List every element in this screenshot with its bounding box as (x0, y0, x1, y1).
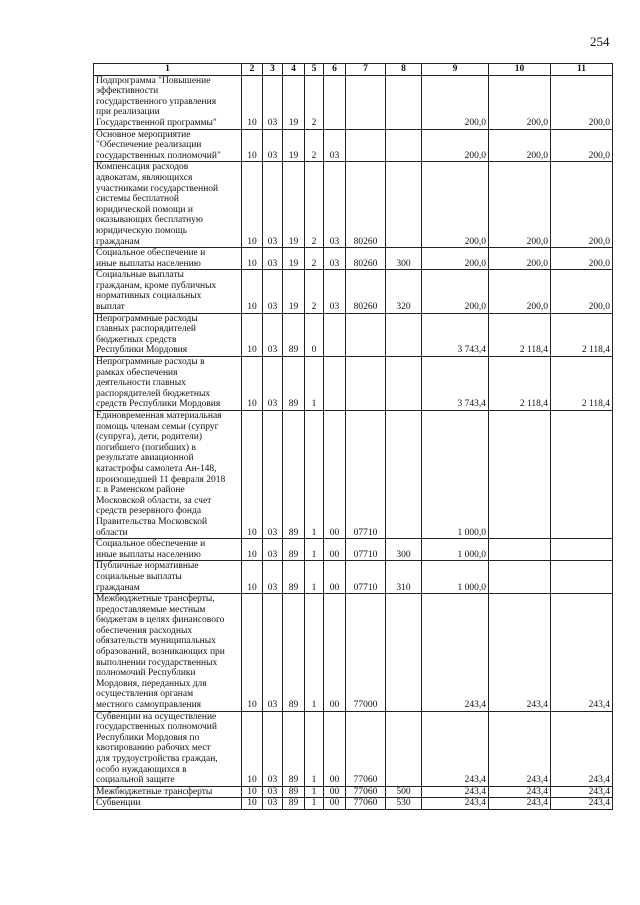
amount-cell: 200,0 (422, 129, 489, 162)
code-cell (386, 411, 422, 539)
code-cell: 10 (242, 711, 263, 786)
table-row (94, 129, 613, 162)
header-cell: 4 (283, 64, 305, 76)
amount-cell: 243,4 (551, 711, 613, 786)
code-cell: 03 (324, 129, 346, 162)
code-cell (346, 129, 386, 162)
code-cell: 300 (386, 539, 422, 561)
row-name: Субвенции на осуществление государственных полномочий Республики Мордовия по квотированию рабочих мест для трудоустройства граждан, особо нуждающихся в социальной защите (94, 711, 242, 786)
row-name: Основное мероприятие "Обеспечение реализации государственных полномочий" (94, 129, 242, 162)
code-cell: 19 (283, 162, 305, 248)
table-row (94, 539, 613, 561)
header-cell: 6 (324, 64, 346, 76)
amount-cell (489, 411, 551, 539)
code-cell: 03 (263, 75, 283, 129)
code-cell: 19 (283, 248, 305, 270)
code-cell: 77060 (346, 711, 386, 786)
header-cell: 9 (422, 64, 489, 76)
header-cell: 5 (305, 64, 324, 76)
table-row (94, 248, 613, 270)
code-cell: 03 (263, 786, 283, 798)
row-name: Социальное обеспечение и иные выплаты населению (94, 539, 242, 561)
code-cell: 10 (242, 594, 263, 712)
amount-cell (551, 539, 613, 561)
code-cell: 00 (324, 711, 346, 786)
code-cell: 89 (283, 411, 305, 539)
amount-cell: 200,0 (551, 162, 613, 248)
row-name: Межбюджетные трансферты, предоставляемые местным бюджетам в целях финансового обеспечения расходных обязательств муниципальных образований, возникающих при выполнении государственных полномочий Республики Мордовия, переданных для осуществления органам местного самоуправления (94, 594, 242, 712)
code-cell: 03 (324, 248, 346, 270)
amount-cell: 3 743,4 (422, 357, 489, 411)
row-name: Непрограммные расходы в рамках обеспечения деятельности главных распорядителей бюджетных средств Республики Мордовия (94, 357, 242, 411)
header-cell: 1 (94, 64, 242, 76)
amount-cell: 243,4 (551, 786, 613, 798)
code-cell: 89 (283, 561, 305, 594)
code-cell: 1 (305, 561, 324, 594)
row-name: Субвенции (94, 798, 242, 810)
code-cell: 19 (283, 129, 305, 162)
row-name: Подпрограмма "Повышение эффективности государственного управления при реализации Государственной программы" (94, 75, 242, 129)
code-cell (324, 357, 346, 411)
code-cell (386, 162, 422, 248)
amount-cell: 2 118,4 (489, 357, 551, 411)
code-cell: 07710 (346, 561, 386, 594)
row-name: Компенсация расходов адвокатам, являющихся участниками государственной системы бесплатной юридической помощи и оказывающих бесплатную юридическую помощь гражданам (94, 162, 242, 248)
code-cell (324, 313, 346, 356)
page-number: 254 (590, 34, 610, 49)
amount-cell: 243,4 (489, 711, 551, 786)
table-row (94, 711, 613, 786)
code-cell: 1 (305, 594, 324, 712)
code-cell: 10 (242, 129, 263, 162)
amount-cell: 243,4 (422, 798, 489, 810)
code-cell: 00 (324, 561, 346, 594)
code-cell: 89 (283, 786, 305, 798)
code-cell: 77000 (346, 594, 386, 712)
code-cell: 89 (283, 357, 305, 411)
code-cell: 300 (386, 248, 422, 270)
code-cell: 03 (324, 270, 346, 313)
code-cell: 03 (263, 411, 283, 539)
header-cell: 2 (242, 64, 263, 76)
code-cell: 10 (242, 162, 263, 248)
code-cell: 2 (305, 162, 324, 248)
code-cell: 00 (324, 539, 346, 561)
amount-cell: 200,0 (551, 248, 613, 270)
code-cell (386, 357, 422, 411)
header-cell: 11 (551, 64, 613, 76)
amount-cell: 200,0 (422, 75, 489, 129)
header-cell: 7 (346, 64, 386, 76)
amount-cell: 200,0 (551, 129, 613, 162)
amount-cell: 200,0 (489, 75, 551, 129)
code-cell: 00 (324, 594, 346, 712)
table-row (94, 786, 613, 798)
row-name: Социальные выплаты гражданам, кроме публичных нормативных социальных выплат (94, 270, 242, 313)
code-cell: 10 (242, 561, 263, 594)
header-cell: 8 (386, 64, 422, 76)
row-name: Межбюджетные трансферты (94, 786, 242, 798)
code-cell: 1 (305, 711, 324, 786)
code-cell: 03 (263, 561, 283, 594)
code-cell: 03 (263, 248, 283, 270)
header-cell: 10 (489, 64, 551, 76)
code-cell: 0 (305, 313, 324, 356)
code-cell: 00 (324, 786, 346, 798)
code-cell: 00 (324, 411, 346, 539)
amount-cell: 200,0 (422, 270, 489, 313)
code-cell: 89 (283, 313, 305, 356)
table-row (94, 561, 613, 594)
row-name: Публичные нормативные социальные выплаты гражданам (94, 561, 242, 594)
amount-cell: 200,0 (422, 162, 489, 248)
amount-cell: 243,4 (422, 786, 489, 798)
code-cell (346, 357, 386, 411)
code-cell: 89 (283, 594, 305, 712)
code-cell: 10 (242, 798, 263, 810)
code-cell: 03 (263, 129, 283, 162)
table-row (94, 357, 613, 411)
code-cell: 10 (242, 248, 263, 270)
code-cell: 530 (386, 798, 422, 810)
code-cell: 1 (305, 798, 324, 810)
code-cell: 07710 (346, 411, 386, 539)
amount-cell: 200,0 (422, 248, 489, 270)
amount-cell (489, 539, 551, 561)
code-cell: 10 (242, 75, 263, 129)
amount-cell: 243,4 (489, 786, 551, 798)
amount-cell: 1 000,0 (422, 539, 489, 561)
code-cell: 1 (305, 357, 324, 411)
code-cell: 03 (263, 798, 283, 810)
code-cell: 1 (305, 411, 324, 539)
amount-cell: 243,4 (551, 594, 613, 712)
code-cell: 1 (305, 539, 324, 561)
code-cell: 310 (386, 561, 422, 594)
code-cell: 03 (263, 357, 283, 411)
code-cell: 19 (283, 270, 305, 313)
code-cell: 03 (263, 594, 283, 712)
row-name: Непрограммные расходы главных распорядителей бюджетных средств Республики Мордовия (94, 313, 242, 356)
amount-cell: 2 118,4 (551, 313, 613, 356)
amount-cell: 243,4 (489, 798, 551, 810)
code-cell: 19 (283, 75, 305, 129)
code-cell: 10 (242, 539, 263, 561)
code-cell: 2 (305, 129, 324, 162)
table-row (94, 594, 613, 712)
code-cell (346, 75, 386, 129)
amount-cell (551, 561, 613, 594)
table-row (94, 270, 613, 313)
amount-cell (551, 411, 613, 539)
code-cell (386, 711, 422, 786)
code-cell: 10 (242, 357, 263, 411)
code-cell: 80260 (346, 248, 386, 270)
code-cell: 03 (263, 162, 283, 248)
amount-cell (489, 561, 551, 594)
amount-cell: 200,0 (551, 75, 613, 129)
code-cell: 03 (263, 270, 283, 313)
amount-cell: 1 000,0 (422, 561, 489, 594)
code-cell: 00 (324, 798, 346, 810)
table-row (94, 798, 613, 810)
amount-cell: 243,4 (422, 594, 489, 712)
code-cell: 89 (283, 711, 305, 786)
budget-table (93, 63, 613, 810)
amount-cell: 243,4 (422, 711, 489, 786)
amount-cell: 243,4 (551, 798, 613, 810)
code-cell (386, 75, 422, 129)
code-cell: 80260 (346, 162, 386, 248)
code-cell: 03 (263, 539, 283, 561)
code-cell: 07710 (346, 539, 386, 561)
table-row (94, 75, 613, 129)
amount-cell: 200,0 (489, 270, 551, 313)
row-name: Единовременная материальная помощь членам семьи (супруг (супруга), дети, родители) погибшего (погибших) в результате авиационной катастрофы самолета Ан-148, произошедшей 11 февраля 2018 г. в Раменском районе Московской области, за счет средств резервного фонда Правительства Московской области (94, 411, 242, 539)
table-row (94, 411, 613, 539)
code-cell: 10 (242, 411, 263, 539)
code-cell: 89 (283, 798, 305, 810)
table-row (94, 313, 613, 356)
header-cell: 3 (263, 64, 283, 76)
code-cell: 10 (242, 270, 263, 313)
amount-cell: 200,0 (551, 270, 613, 313)
code-cell: 77060 (346, 786, 386, 798)
code-cell: 2 (305, 75, 324, 129)
amount-cell: 2 118,4 (489, 313, 551, 356)
code-cell: 80260 (346, 270, 386, 313)
code-cell (346, 313, 386, 356)
amount-cell: 243,4 (489, 594, 551, 712)
code-cell: 03 (263, 711, 283, 786)
code-cell: 1 (305, 786, 324, 798)
table-row (94, 162, 613, 248)
code-cell: 03 (324, 162, 346, 248)
code-cell (386, 129, 422, 162)
amount-cell: 200,0 (489, 129, 551, 162)
header-row (94, 64, 613, 76)
amount-cell: 2 118,4 (551, 357, 613, 411)
amount-cell: 3 743,4 (422, 313, 489, 356)
code-cell (386, 594, 422, 712)
code-cell: 77060 (346, 798, 386, 810)
code-cell (386, 313, 422, 356)
code-cell (324, 75, 346, 129)
code-cell: 500 (386, 786, 422, 798)
code-cell: 320 (386, 270, 422, 313)
code-cell: 10 (242, 786, 263, 798)
code-cell: 03 (263, 313, 283, 356)
row-name: Социальное обеспечение и иные выплаты населению (94, 248, 242, 270)
code-cell: 89 (283, 539, 305, 561)
amount-cell: 200,0 (489, 248, 551, 270)
code-cell: 10 (242, 313, 263, 356)
amount-cell: 1 000,0 (422, 411, 489, 539)
code-cell: 2 (305, 270, 324, 313)
code-cell: 2 (305, 248, 324, 270)
amount-cell: 200,0 (489, 162, 551, 248)
